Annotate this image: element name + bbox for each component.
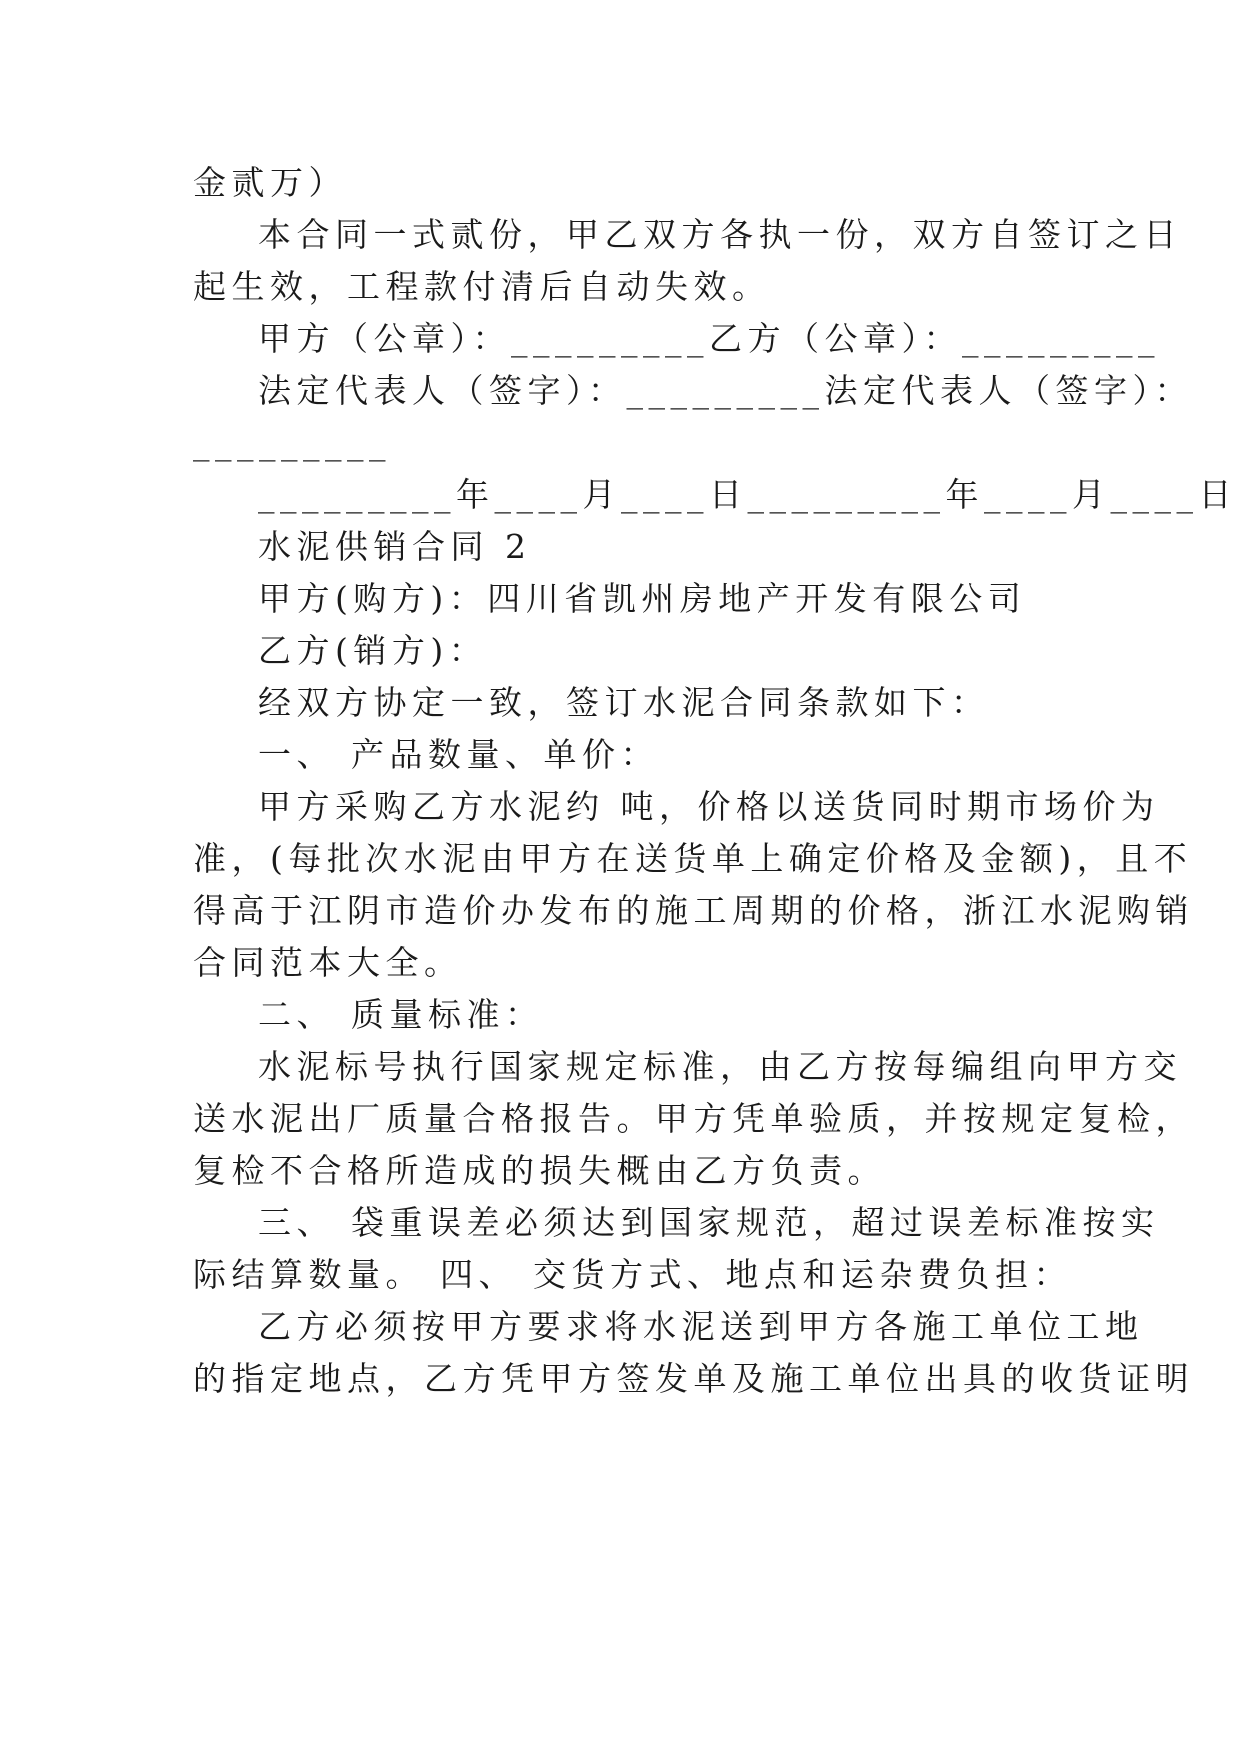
text-line-copies-clause: 本合同一式贰份，甲乙双方各执一份，双方自签订之日 xyxy=(258,215,1182,254)
section-heading-bag-weight: 三、 袋重误差必须达到国家规范，超过误差标准按实 xyxy=(258,1203,1160,1242)
section-heading-quantity-price: 一、 产品数量、单价： xyxy=(258,735,659,774)
text-line-quality-report: 送水泥出厂质量合格报告。甲方凭单验质，并按规定复检， xyxy=(193,1099,1194,1138)
text-line-delivery-proof: 的指定地点，乙方凭甲方签发单及施工单位出具的收货证明 xyxy=(193,1359,1194,1398)
text-line-effective-clause: 起生效，工程款付清后自动失效。 xyxy=(193,267,771,306)
text-line-delivery-requirement: 乙方必须按甲方要求将水泥送到甲方各施工单位工地 xyxy=(258,1307,1144,1346)
text-line-price-basis: 准，(每批次水泥由甲方在送货单上确定价格及金额)，且不 xyxy=(193,839,1193,878)
text-line-party-b: 乙方(销方)： xyxy=(258,631,488,670)
text-line-signature-blank: _________ xyxy=(193,423,391,462)
text-line-continuation: 金贰万） xyxy=(193,163,347,202)
text-line-quality-standard: 水泥标号执行国家规定标准，由乙方按每编组向甲方交 xyxy=(258,1047,1182,1086)
text-line-price-limit: 得高于江阴市造价办发布的施工周期的价格，浙江水泥购销 xyxy=(193,891,1194,930)
text-line-party-a: 甲方(购方)：四川省凯州房地产开发有限公司 xyxy=(258,579,1027,618)
text-line-dates: _________年____月____日_________年____月____日 xyxy=(258,475,1237,514)
text-line-settlement-delivery: 际结算数量。 四、 交货方式、地点和运杂费负担： xyxy=(193,1255,1072,1294)
text-line-template: 合同范本大全。 xyxy=(193,943,463,982)
text-line-purchase: 甲方采购乙方水泥约 吨，价格以送货同时期市场价为 xyxy=(258,787,1160,826)
section-heading-quality: 二、 质量标准： xyxy=(258,995,544,1034)
text-line-legal-representatives: 法定代表人（签字）：_________法定代表人（签字）： xyxy=(258,371,1193,410)
contract-title: 水泥供销合同 2 xyxy=(258,527,532,566)
text-line-seal-parties: 甲方（公章）：_________乙方（公章）：_________ xyxy=(258,319,1160,358)
text-line-intro: 经双方协定一致，签订水泥合同条款如下： xyxy=(258,683,990,722)
text-line-quality-liability: 复检不合格所造成的损失概由乙方负责。 xyxy=(193,1151,886,1190)
